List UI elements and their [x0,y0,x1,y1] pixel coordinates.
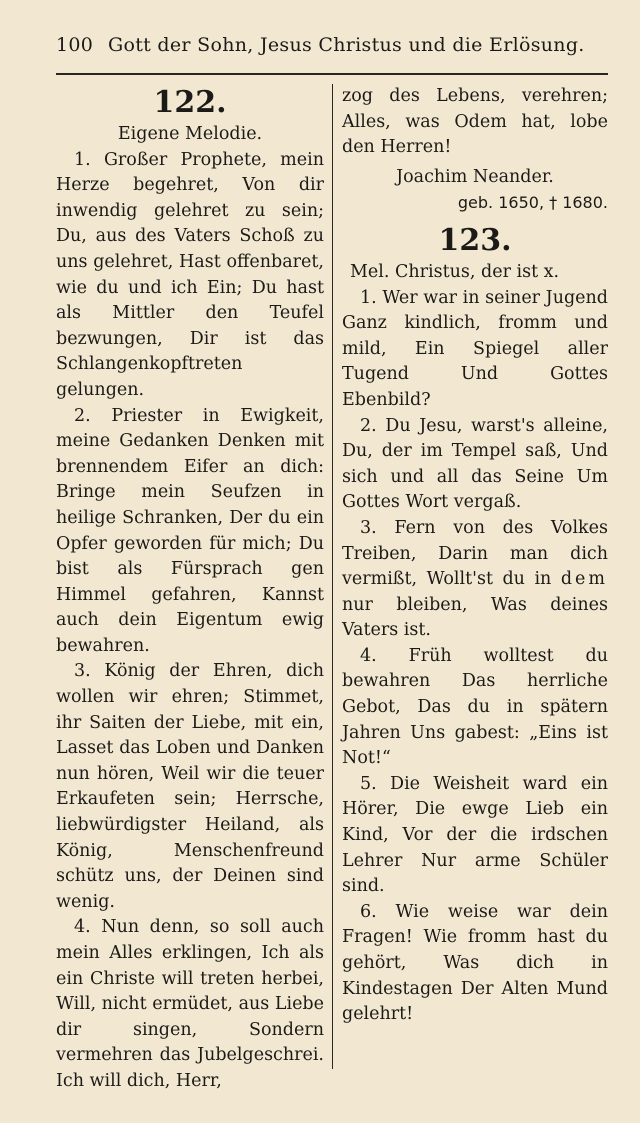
hymn-122-verse-1: 1. Großer Prophete, mein Herze begehret, Von dir inwendig gelehret zu sein; Du, aus des Vaters Schoß zu uns gelehret, Hast offenbaret, wie du und ich Ein; Du hast als Mittler den Teufel bezwungen, Dir ist das Schlangenkopftreten gelungen. [56,149,324,400]
running-header [56,34,608,56]
hymn-123-verse-2: 2. Du Jesu, warst's alleine, Du, der im Tempel saß, Und sich und all das Seine Um Gottes Wort vergaß. [342,415,608,513]
page-number: 100 [56,34,94,56]
hymn-123-verse-1: 1. Wer war in seiner Jugend Ganz kindlich, fromm und mild, Ein Spiegel aller Tugend Und Gottes Ebenbild? [342,287,608,410]
right-column [342,84,608,1028]
hymn-123-number: 123. [438,222,512,258]
hymn-123-verse-3-tail: nur bleiben, Was deines Vaters ist. [342,594,608,641]
hymn-122-verse-4: 4. Nun denn, so soll auch mein Alles erklingen, Ich als ein Christe will treten herbei, Will, nicht ermüdet, aus Liebe dir singen, Sondern vermehren das Jubelgeschrei. Ich will dich, Herr, [56,917,324,1091]
hymn-123-verse-3-text: 3. Fern von des Volkes Treiben, Darin man dich vermißt, Wollt'st du in [342,517,608,590]
running-title: Gott der Sohn, Jesus Christus und die Erlösung. [108,34,585,56]
hymn-123-verse-3-emphasis: dem [560,569,608,590]
left-column [56,84,324,1095]
hymn-122-verse-3: 3. König der Ehren, dich wollen wir ehren; Stimmet, ihr Saiten der Liebe, mit ein, Lasset das Loben und Danken nun hören, Weil wir die teuer Erkaufeten sein; Herrsche, liebwürdigster Heiland, als König, Menschenfreund schütz uns, der Deinen sind wenig. [56,661,324,912]
hymn-122-author: Joachim Neander. [396,166,554,187]
hymn-123-melody: Mel. Christus, der ist x. [350,261,560,282]
hymn-123-verse-4: 4. Früh wolltest du bewahren Das herrliche Gebot, Das du in spätern Jahren Uns gabest: „Eins ist Not!“ [342,645,608,769]
column-divider [332,84,333,1069]
hymn-122-number: 122. [153,85,227,120]
hymn-123-verse-5: 5. Die Weisheit ward ein Hörer, Die ewge Lieb ein Kind, Vor der die irdschen Lehrer Nur arme Schüler sind. [342,773,608,897]
hymn-122-verse-4-continuation: zog des Lebens, verehren; Alles, was Odem hat, lobe den Herren! [342,86,608,158]
hymn-122-verse-2: 2. Priester in Ewigkeit, meine Gedanken Denken mit brennendem Eifer an dich: Bringe mein Seufzen in heilige Schranken, Der du ein Opfer geworden für mich; Du bist als Fürsprach gen Himmel gefahren, Kannst auch dein Eigentum ewig bewahren. [56,405,324,656]
hymn-122-author-dates: geb. 1650, † 1680. [457,193,608,213]
header-rule [56,73,608,75]
hymn-123-verse-6: 6. Wie weise war dein Fragen! Wie fromm hast du gehört, Was dich in Kindestagen Der Alten Mund gelehrt! [342,901,608,1025]
hymn-123-verse-3 [342,516,608,644]
hymn-122-melody: Eigene Melodie. [117,124,263,144]
